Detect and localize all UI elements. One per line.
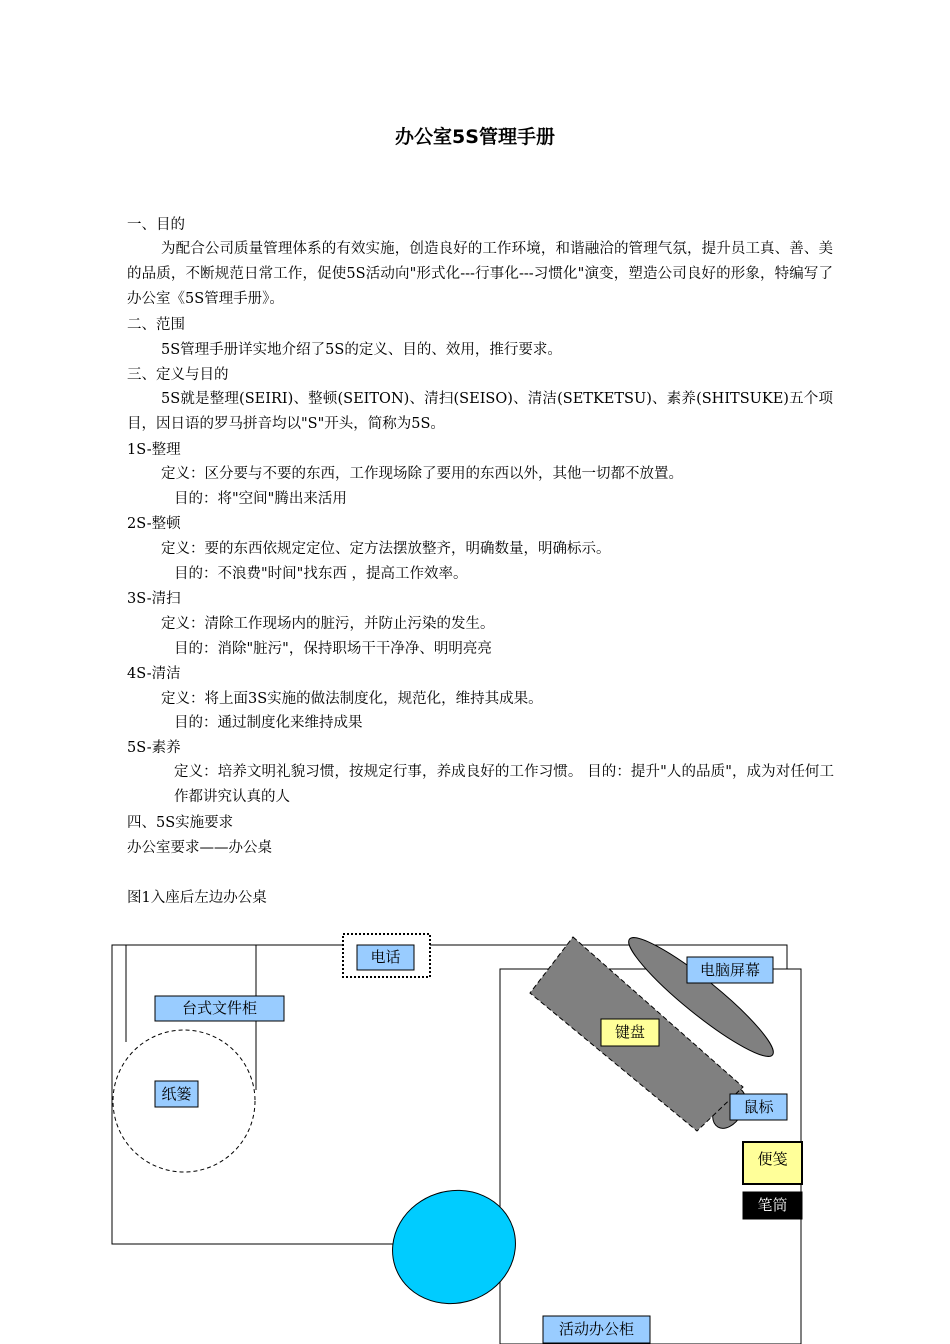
wastebasket-label: 纸篓 bbox=[161, 1085, 192, 1103]
2s-purpose: 目的：不浪费"时间"找东西 ，提高工作效率。 bbox=[174, 566, 468, 582]
mouse-label: 鼠标 bbox=[743, 1098, 774, 1116]
section-4-heading: 四、5S实施要求 bbox=[127, 815, 234, 831]
2s-definition: 定义：要的东西依规定定位、定方法摆放整齐，明确数量，明确标示。 bbox=[161, 541, 611, 557]
phone-label: 电话 bbox=[370, 948, 401, 966]
3s-purpose: 目的：消除"脏污"，保持职场干干净净、明明亮亮 bbox=[174, 641, 492, 657]
document-title: 办公室5S管理手册 bbox=[395, 126, 555, 148]
4s-definition: 定义：将上面3S实施的做法制度化，规范化，维持其成果。 bbox=[161, 691, 543, 707]
notepad-label: 便笺 bbox=[757, 1150, 788, 1168]
3s-definition: 定义：清除工作现场内的脏污，并防止污染的发生。 bbox=[161, 616, 495, 632]
4s-purpose: 目的：通过制度化来维持成果 bbox=[174, 715, 363, 731]
monitor-label: 电脑屏幕 bbox=[699, 961, 761, 979]
mobile-cabinet-label: 活动办公柜 bbox=[558, 1320, 635, 1338]
section-3-body: 5S就是整理(SEIRI)、整顿(SEITON)、清扫(SEISO)、清洁(SETKETSU)、素养(SHITSUKE)五个项目，因日语的罗马拼音均以"S"开头，简称为5S。 bbox=[127, 391, 833, 432]
2s-heading: 2S-整顿 bbox=[127, 516, 181, 532]
section-1-heading: 一、目的 bbox=[127, 217, 185, 233]
section-3-heading: 三、定义与目的 bbox=[127, 367, 229, 383]
section-1-body: 为配合公司质量管理体系的有效实施，创造良好的工作环境，和谐融洽的管理气氛，提升员工真、善、美的品质，不断规范日常工作，促使5S活动向"形式化---行事化---习惯化"演变，塑造公司良好的形象，特编写了办公室《5S管理手册》。 bbox=[127, 241, 833, 307]
1s-purpose: 目的：将"空间"腾出来活用 bbox=[174, 491, 347, 507]
keyboard-label: 键盘 bbox=[614, 1023, 646, 1041]
3s-heading: 3S-清扫 bbox=[127, 591, 181, 607]
office-requirement: 办公室要求——办公桌 bbox=[127, 840, 272, 856]
5s-body: 定义：培养文明礼貌习惯，按规定行事，养成良好的工作习惯。 目的：提升"人的品质"，成为对任何工作都讲究认真的人 bbox=[174, 764, 834, 805]
section-2-heading: 二、范围 bbox=[127, 317, 185, 333]
1s-definition: 定义：区分要与不要的东西，工作现场除了要用的东西以外，其他一切都不放置。 bbox=[161, 466, 683, 482]
4s-heading: 4S-清洁 bbox=[127, 666, 181, 682]
pen-holder-label: 笔筒 bbox=[757, 1196, 788, 1214]
file-cabinet-label: 台式文件柜 bbox=[181, 999, 258, 1017]
figure-caption: 图1入座后左边办公桌 bbox=[127, 890, 267, 906]
5s-heading: 5S-素养 bbox=[127, 740, 181, 756]
section-2-body: 5S管理手册详实地介绍了5S的定义、目的、效用，推行要求。 bbox=[161, 342, 562, 358]
1s-heading: 1S-整理 bbox=[127, 442, 181, 458]
